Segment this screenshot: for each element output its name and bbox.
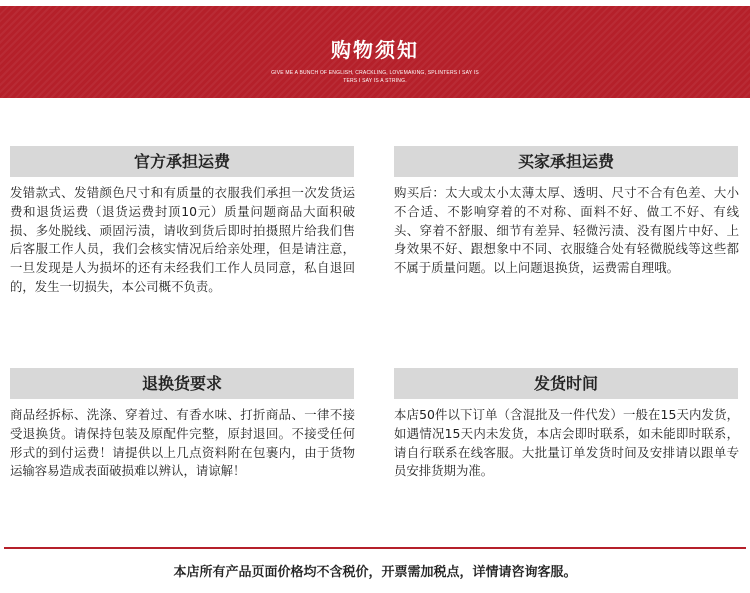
shipping-time-text: 本店50件以下订单（含混批及一件代发）一般在15天内发货，如遇情况15天内未发货，本店会即时联系，如未能即时联系，请自行联系在线客服。大批量订单发货时间及安排请以跟单专员安排货期为准。: [394, 407, 739, 479]
buyer-shipping-text: 购买后：太大或太小太薄太厚、透明、尺寸不合有色差、大小不合适、不影响穿着的不对称、面料不好、做工不好、有线头、穿着不舒服、细节有差异、轻微污渍、没有图片中好、上身效果不好、跟想象中不同、衣服缝合处有轻微脱线等这些都不属于质量问题。以上问题退换货，运费需自理哦。: [394, 185, 739, 276]
banner-subtitle-line1: GIVE ME A BUNCH OF ENGLISH, CRACKLING, LOVEMAKING, SPLINTERS I SAY IS: [271, 70, 479, 76]
buyer-shipping-heading: 买家承担运费: [394, 146, 738, 177]
shipping-time-heading: 发货时间: [394, 368, 738, 399]
footer-note: 本店所有产品页面价格均不含税价，开票需加税点，详情请咨询客服。: [173, 565, 577, 580]
banner-subtitle-line2: TERS I SAY IS A STRING.: [343, 78, 407, 84]
official-shipping-heading: 官方承担运费: [10, 146, 354, 177]
official-shipping-text: 发错款式、发错颜色尺寸和有质量的衣服我们承担一次发货运费和退货运费（退货运费封顶10元）质量问题商品大面积破损、多处脱线、顽固污渍，请收到货后即时拍摄照片给我们售后客服工作人员，我们会核实情况后给亲处理，但是请注意，一旦发现是人为损坏的还有未经我们工作人员同意，私自退回的，发生一切损失，本公司概不负责。: [10, 185, 355, 294]
return-requirements-text: 商品经拆标、洗涤、穿着过、有香水味、打折商品、一律不接受退换货。请保持包装及原配件完整，原封退回。不接受任何形式的到付运费！请提供以上几点资料附在包裹内，由于货物运输容易造成表面破损难以辨认，请谅解！: [10, 407, 355, 479]
return-requirements-heading: 退换货要求: [10, 368, 354, 399]
header-banner: [0, 6, 750, 98]
banner-title: 购物须知: [331, 38, 419, 62]
footer-divider: [4, 547, 746, 549]
